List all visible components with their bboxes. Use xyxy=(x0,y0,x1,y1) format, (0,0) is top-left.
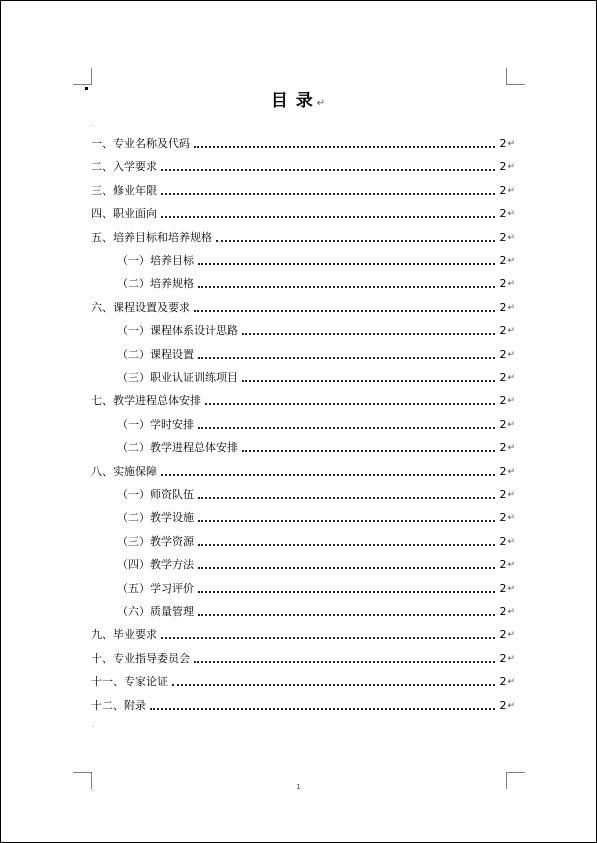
toc-title-text: 目 录 xyxy=(270,91,314,111)
toc-entry-page-number: 2 xyxy=(499,675,507,689)
toc-dot-leader xyxy=(194,142,495,148)
toc-entry[interactable] xyxy=(91,697,515,713)
return-mark: ↵ xyxy=(507,185,515,196)
return-mark: ↵ xyxy=(507,162,515,173)
toc-entry-page-number: 2 xyxy=(499,581,507,595)
return-mark: ↵ xyxy=(507,139,515,149)
crop-mark-top-left xyxy=(73,68,92,85)
toc-dot-leader xyxy=(198,610,495,616)
toc-entry-page-number: 2 xyxy=(499,300,507,314)
toc-entry[interactable] xyxy=(117,603,515,619)
return-mark: ↵ xyxy=(507,700,515,711)
toc-entry-title: （一）课程体系设计思路 xyxy=(117,324,238,338)
return-mark: ↵ xyxy=(507,232,515,243)
return-mark: ↵ xyxy=(507,279,515,290)
toc-entry-page-number: 2 xyxy=(499,183,507,197)
toc-entry[interactable] xyxy=(91,135,515,151)
return-mark: ↵ xyxy=(507,256,515,266)
toc-entry[interactable] xyxy=(117,252,515,268)
toc-entry-page-number: 2 xyxy=(499,160,507,174)
toc-dot-leader xyxy=(242,446,495,452)
toc-dot-leader xyxy=(194,306,495,312)
toc-entry-title: （一）学时安排 xyxy=(117,417,194,431)
toc-entry[interactable] xyxy=(91,229,515,245)
toc-dot-leader xyxy=(198,259,495,265)
toc-entry[interactable] xyxy=(117,533,515,549)
toc-dot-leader xyxy=(161,189,495,195)
toc-dot-leader xyxy=(198,563,495,569)
toc-entry-title: （一）师资队伍 xyxy=(117,488,194,501)
toc-entry[interactable] xyxy=(91,463,515,479)
toc-entry-title: 十二、附录 xyxy=(91,698,146,712)
return-mark: ↵ xyxy=(507,396,515,407)
toc-dot-leader xyxy=(194,657,495,663)
toc-entry-page-number: 2 xyxy=(499,651,507,665)
toc-entry-page-number: 2 xyxy=(499,137,507,150)
toc-entry[interactable] xyxy=(117,509,515,525)
toc-entry-title: （三）职业认证训练项目 xyxy=(117,371,238,384)
toc-entry-title: 七、教学进程总体安排 xyxy=(91,394,201,408)
toc-entry[interactable] xyxy=(117,369,515,385)
toc-entry-page-number: 2 xyxy=(499,254,507,267)
toc-dot-leader xyxy=(242,329,495,335)
toc-entry-title: 六、课程设置及要求 xyxy=(91,300,190,314)
toc-entry-title: （一）培养目标 xyxy=(117,254,194,267)
toc-dot-leader xyxy=(161,212,495,218)
toc-dot-leader xyxy=(198,516,495,522)
toc-entry-title: 二、入学要求 xyxy=(91,160,157,174)
return-mark: ↵ xyxy=(507,419,515,430)
toc-entry[interactable] xyxy=(117,346,515,362)
toc-entry-title: （三）教学资源 xyxy=(117,534,194,548)
toc-entry-page-number: 2 xyxy=(499,277,507,291)
return-mark: ↵ xyxy=(507,490,515,500)
toc-entry-title: （六）质量管理 xyxy=(117,605,194,618)
paragraph-mark: . xyxy=(92,786,94,793)
toc-entry[interactable] xyxy=(91,299,515,315)
toc-entry[interactable] xyxy=(91,182,515,198)
return-mark: ↵ xyxy=(507,607,515,617)
toc-entry-title: 三、修业年限 xyxy=(91,183,157,197)
toc-entry-title: （五）学习评价 xyxy=(117,581,194,595)
toc-entry[interactable] xyxy=(117,439,515,455)
toc-entry-title: （二）教学设施 xyxy=(117,511,194,525)
page-number: 1 xyxy=(296,783,301,791)
toc-entry-title: 一、专业名称及代码 xyxy=(91,137,190,150)
return-mark: ↵ xyxy=(507,209,515,220)
return-mark: ↵ xyxy=(507,560,515,571)
toc-dot-leader xyxy=(172,680,495,686)
paragraph-mark: . xyxy=(92,722,94,729)
toc-dot-leader xyxy=(198,587,495,593)
return-mark: ↵ xyxy=(507,443,515,454)
return-mark: ↵ xyxy=(507,653,515,664)
toc-entry-page-number: 2 xyxy=(499,441,507,455)
toc-dot-leader xyxy=(198,423,495,429)
toc-entry-title: 五、培养目标和培养规格 xyxy=(91,230,212,244)
toc-entry[interactable] xyxy=(117,416,515,432)
toc-entry[interactable] xyxy=(117,275,515,291)
toc-entry-page-number: 2 xyxy=(499,534,507,548)
return-mark: ↵ xyxy=(316,98,327,109)
toc-entry-title: 十、专业指导委员会 xyxy=(91,651,190,665)
toc-entry-title: （二）课程设置 xyxy=(117,347,194,361)
return-mark: ↵ xyxy=(507,536,515,547)
paragraph-mark: . xyxy=(92,121,94,128)
toc-dot-leader xyxy=(198,540,495,546)
toc-entry-page-number: 2 xyxy=(499,488,507,501)
toc-entry-page-number: 2 xyxy=(499,324,507,338)
toc-dot-leader xyxy=(161,470,495,476)
return-mark: ↵ xyxy=(507,373,515,383)
toc-entry-page-number: 2 xyxy=(499,511,507,525)
toc-entry-page-number: 2 xyxy=(499,347,507,361)
toc-entry-page-number: 2 xyxy=(499,394,507,408)
return-mark: ↵ xyxy=(507,326,515,337)
toc-dot-leader xyxy=(161,633,495,639)
return-mark: ↵ xyxy=(507,302,515,313)
toc-entry-page-number: 2 xyxy=(499,230,507,244)
toc-entry[interactable] xyxy=(117,556,515,572)
toc-entry[interactable] xyxy=(91,205,515,221)
toc-entry[interactable] xyxy=(117,322,515,338)
toc-entry-page-number: 2 xyxy=(499,207,507,221)
toc-dot-leader xyxy=(216,236,495,242)
toc-dot-leader xyxy=(198,493,495,499)
toc-entry-page-number: 2 xyxy=(499,605,507,618)
toc-entry-title: （四）教学方法 xyxy=(117,558,194,572)
toc-entry-page-number: 2 xyxy=(499,464,507,478)
toc-entry-page-number: 2 xyxy=(499,371,507,384)
toc-entry-page-number: 2 xyxy=(499,417,507,431)
toc-entry-title: 八、实施保障 xyxy=(91,464,157,478)
return-mark: ↵ xyxy=(507,583,515,594)
toc-entry-page-number: 2 xyxy=(499,558,507,572)
toc-dot-leader xyxy=(161,165,495,171)
toc-dot-leader xyxy=(242,376,495,382)
toc-entry-title: （二）教学进程总体安排 xyxy=(117,441,238,455)
toc-title xyxy=(1,90,596,115)
return-mark: ↵ xyxy=(507,513,515,524)
toc-entry-title: 四、职业面向 xyxy=(91,207,157,221)
toc-entry[interactable] xyxy=(91,392,515,408)
toc-entry[interactable] xyxy=(91,650,515,666)
toc-dot-leader xyxy=(198,353,495,359)
toc-entry-page-number: 2 xyxy=(499,698,507,712)
toc-dot-leader xyxy=(205,399,495,405)
toc-dot-leader xyxy=(150,704,495,710)
return-mark: ↵ xyxy=(507,466,515,477)
toc-entry-title: 九、毕业要求 xyxy=(91,628,157,642)
toc-entry-title: 十一、专家论证 xyxy=(91,675,168,689)
toc-entry[interactable] xyxy=(117,486,515,502)
toc-entry-page-number: 2 xyxy=(499,628,507,642)
return-mark: ↵ xyxy=(507,349,515,360)
return-mark: ↵ xyxy=(507,677,515,688)
toc-entry[interactable] xyxy=(91,626,515,642)
crop-mark-top-right xyxy=(506,68,525,85)
return-mark: ↵ xyxy=(507,630,515,641)
toc-dot-leader xyxy=(198,282,495,288)
toc-entry[interactable] xyxy=(91,158,515,174)
toc-entry-title: （二）培养规格 xyxy=(117,277,194,291)
toc-entry[interactable] xyxy=(91,673,515,689)
toc-entry[interactable] xyxy=(117,580,515,596)
